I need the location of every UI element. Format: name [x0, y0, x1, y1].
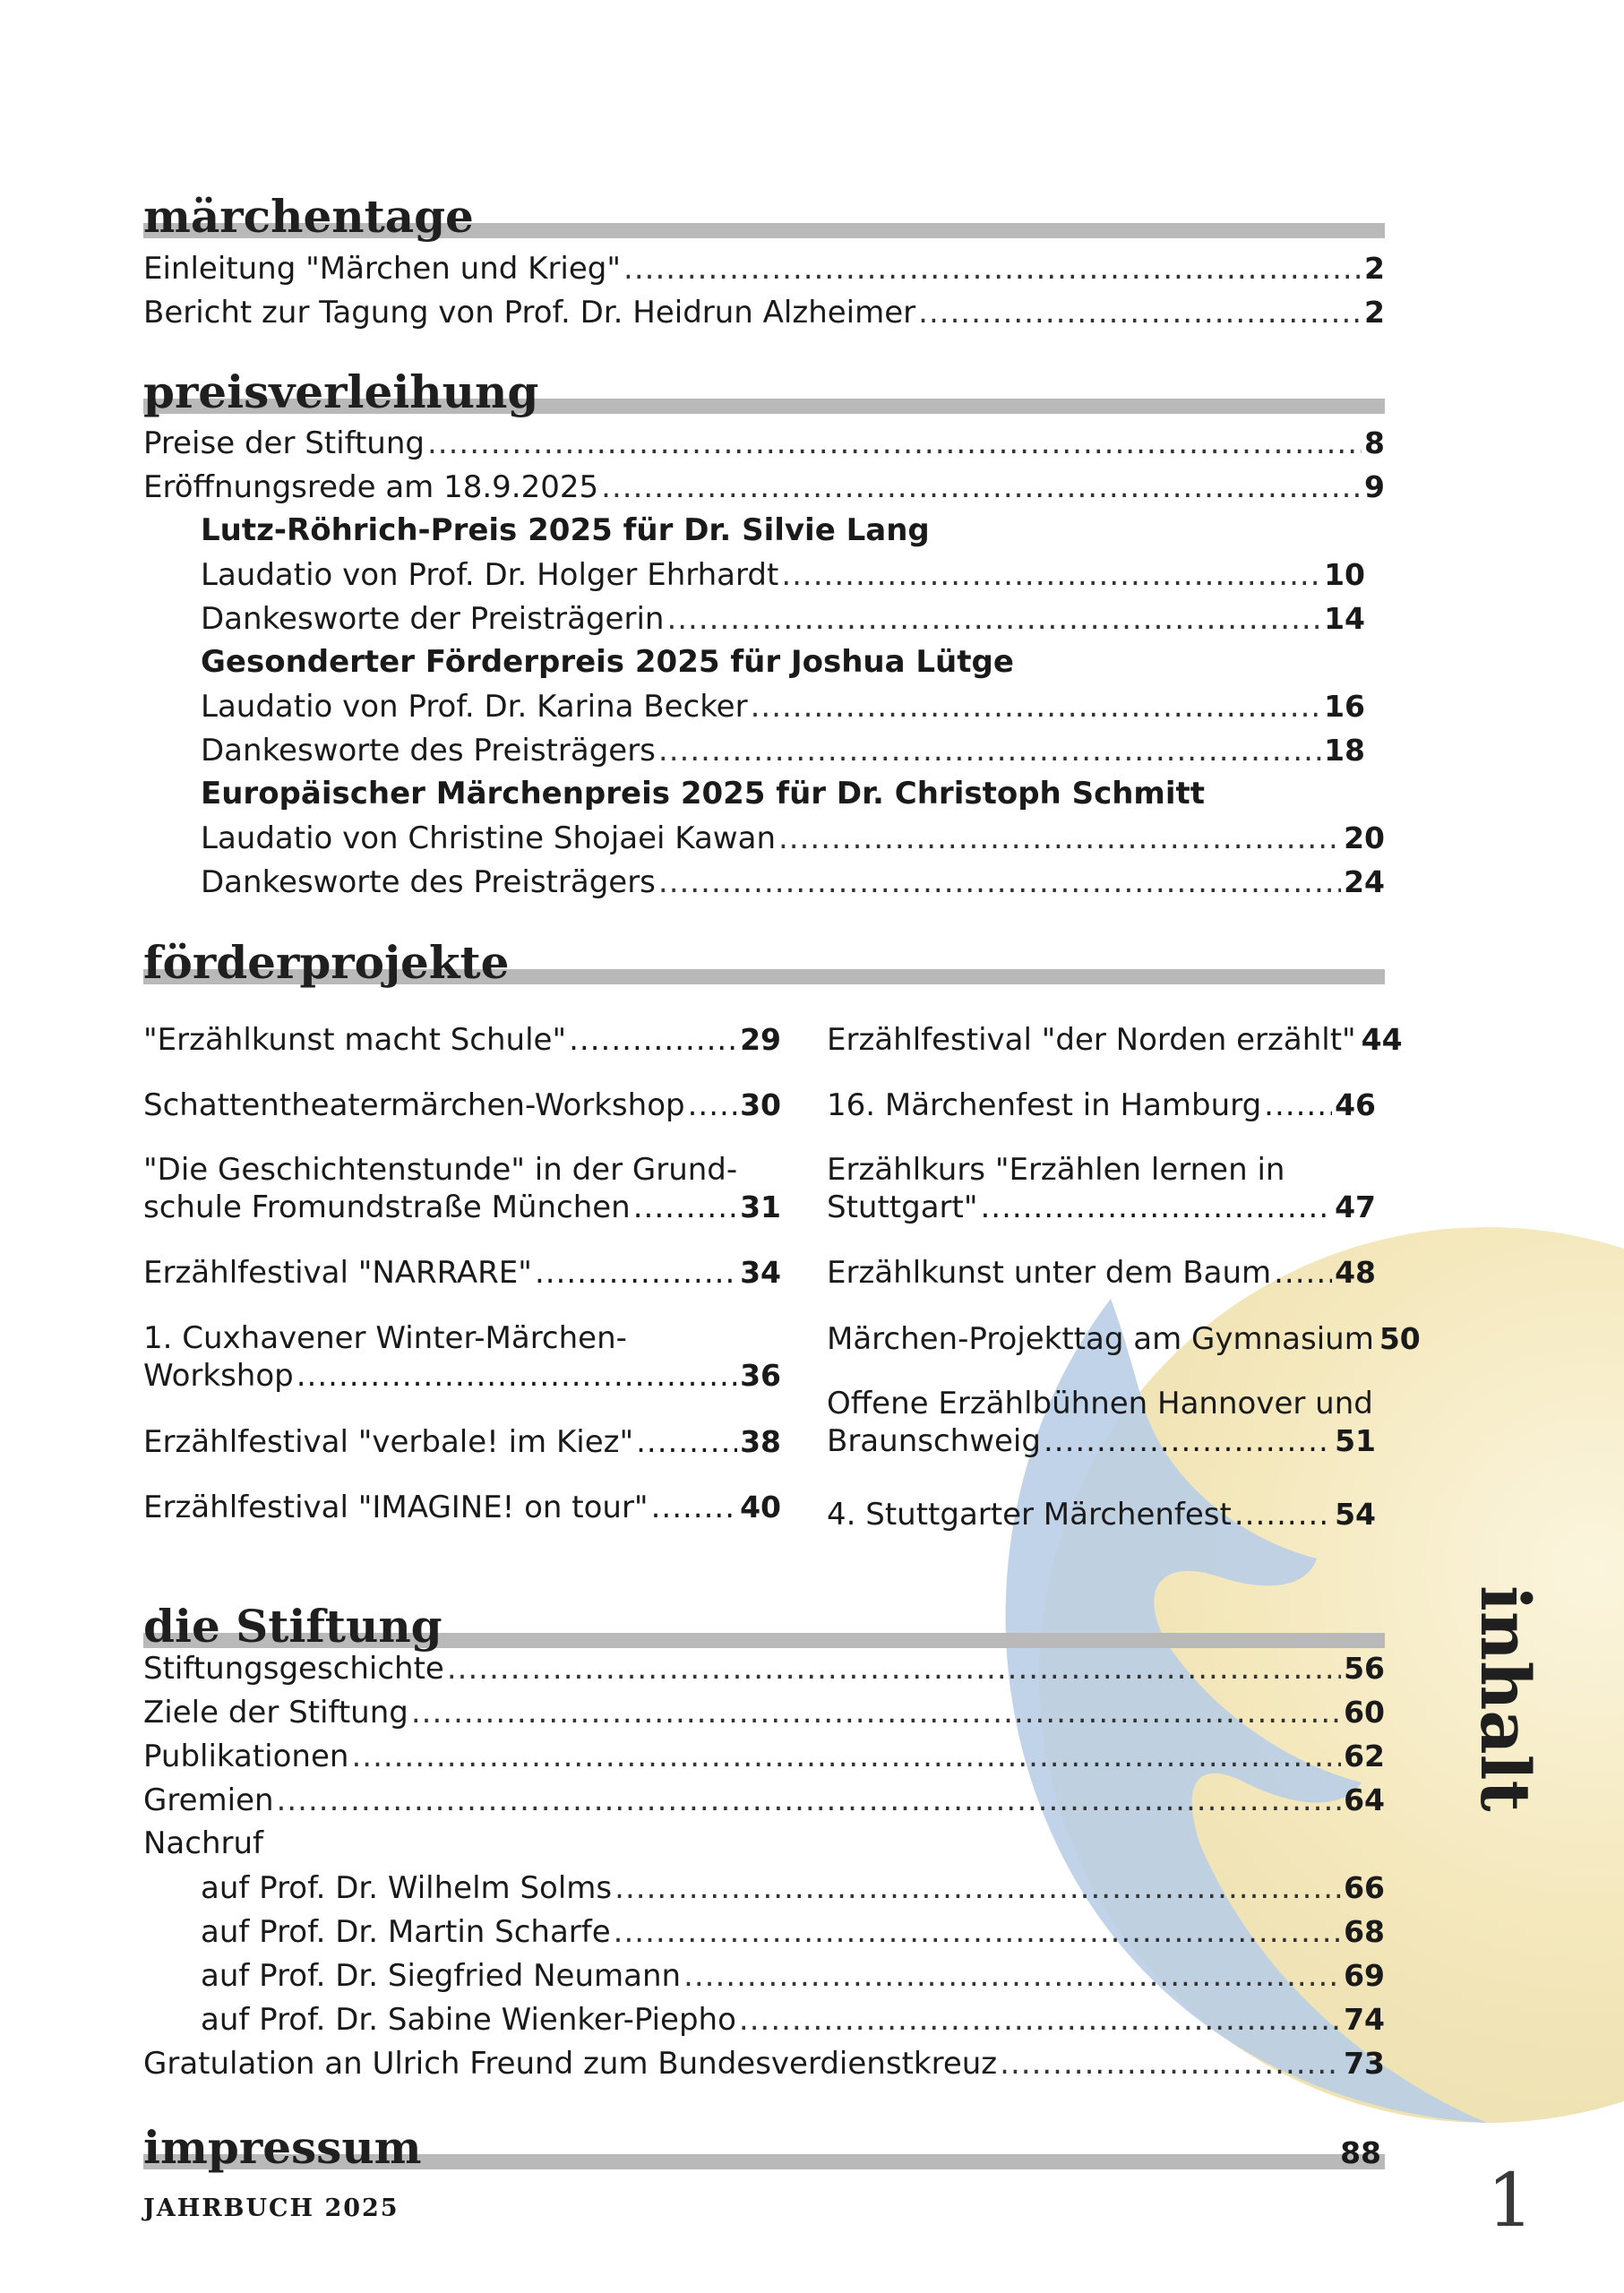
toc-entry[interactable]: Dankesworte des Preisträgers ..... 24 — [201, 860, 1385, 905]
toc-entry[interactable]: Ziele der Stiftung ..... 60 — [143, 1690, 1385, 1735]
section-title: förderprojekte — [143, 936, 510, 989]
toc-entry[interactable]: Eröffnungsrede am 18.9.2025 ..... 9 — [143, 465, 1385, 510]
toc-entry[interactable]: Bericht zur Tagung von Prof. Dr. Heidrun Alzheimer ..... 2 — [143, 290, 1385, 335]
toc-entry[interactable]: Laudatio von Prof. Dr. Karina Becker ..... 16 — [201, 684, 1365, 729]
toc-subheading: Gesonderter Förderpreis 2025 für Joshua Lütge — [201, 644, 1014, 680]
toc-entry[interactable]: auf Prof. Dr. Martin Scharfe ..... 68 — [201, 1910, 1385, 1954]
toc-entry[interactable]: Einleitung "Märchen und Krieg" ..... 2 — [143, 246, 1385, 291]
page-number: 1 — [1487, 2159, 1534, 2244]
side-title: inhalt — [1465, 1585, 1545, 1812]
toc-entry[interactable]: auf Prof. Dr. Sabine Wienker-Piepho ..... 74 — [201, 1997, 1385, 2042]
project-entry[interactable]: Schattentheatermärchen-Workshop ..... 30 — [143, 1086, 781, 1124]
toc-entry[interactable]: Dankesworte der Preisträgerin ..... 14 — [201, 597, 1365, 641]
project-entry[interactable]: Offene Erzählbühnen Hannover und Braunschweig ..... 51 — [827, 1386, 1376, 1460]
section-title: impressum — [143, 2121, 422, 2174]
section-header-maerchentage — [143, 190, 1385, 244]
project-entry[interactable]: 4. Stuttgarter Märchenfest ..... 54 — [827, 1496, 1376, 1533]
footer-yearbook: JAHRBUCH 2025 — [143, 2194, 400, 2222]
toc-entry[interactable]: Gratulation an Ulrich Freund zum Bundesverdienstkreuz ..... 73 — [143, 2041, 1385, 2086]
toc-entry[interactable]: auf Prof. Dr. Siegfried Neumann ..... 69 — [201, 1954, 1385, 1998]
toc-entry[interactable]: Publikationen ..... 62 — [143, 1734, 1385, 1779]
toc-entry[interactable]: auf Prof. Dr. Wilhelm Solms ..... 66 — [201, 1866, 1385, 1911]
project-entry[interactable]: Märchen-Projekttag am Gymnasium 50 — [827, 1321, 1421, 1357]
toc-entry[interactable]: Stiftungsgeschichte ..... 56 — [143, 1646, 1385, 1691]
section-title: preisverleihung — [143, 365, 539, 418]
toc-entry[interactable]: Laudatio von Prof. Dr. Holger Ehrhardt ..... 10 — [201, 553, 1365, 597]
project-entry[interactable]: Erzählfestival "der Norden erzählt" 44 — [827, 1022, 1403, 1058]
project-entry[interactable]: Erzählkurs "Erzählen lernen in Stuttgart" ..... 47 — [827, 1152, 1376, 1226]
project-entry[interactable]: Erzählfestival "IMAGINE! on tour" ..... 40 — [143, 1489, 781, 1526]
project-entry[interactable]: 1. Cuxhavener Winter-Märchen- Workshop ..... 36 — [143, 1320, 781, 1395]
toc-entry[interactable]: Preise der Stiftung ..... 8 — [143, 421, 1385, 466]
section-title: märchentage — [143, 190, 474, 243]
section-page-number: 88 — [1340, 2135, 1381, 2170]
project-entry[interactable]: "Die Geschichtenstunde" in der Grund- schule Fromundstraße München ..... 31 — [143, 1152, 781, 1226]
section-header-stiftung — [143, 1600, 1385, 1653]
section-header-preisverleihung — [143, 365, 1385, 419]
toc-subheading: Lutz-Röhrich-Preis 2025 für Dr. Silvie Lang — [201, 512, 930, 548]
toc-subheading: Nachruf — [143, 1825, 264, 1861]
toc-entry[interactable]: Laudatio von Christine Shojaei Kawan ..... 20 — [201, 816, 1385, 861]
project-entry[interactable]: Erzählfestival "NARRARE" ..... 34 — [143, 1254, 781, 1292]
section-title: die Stiftung — [143, 1600, 443, 1653]
toc-entry[interactable]: Gremien ..... 64 — [143, 1778, 1385, 1823]
section-header-foerderprojekte — [143, 936, 1385, 990]
project-entry[interactable]: 16. Märchenfest in Hamburg ..... 46 — [827, 1086, 1376, 1124]
project-entry[interactable]: Erzählkunst unter dem Baum ..... 48 — [827, 1254, 1376, 1292]
project-entry[interactable]: "Erzählkunst macht Schule" ..... 29 — [143, 1021, 781, 1059]
toc-entry[interactable]: Dankesworte des Preisträgers ..... 18 — [201, 728, 1365, 773]
section-header-impressum[interactable] — [143, 2121, 1385, 2175]
toc-subheading: Europäischer Märchenpreis 2025 für Dr. Christoph Schmitt — [201, 776, 1206, 812]
project-entry[interactable]: Erzählfestival "verbale! im Kiez" ..... 38 — [143, 1423, 781, 1461]
